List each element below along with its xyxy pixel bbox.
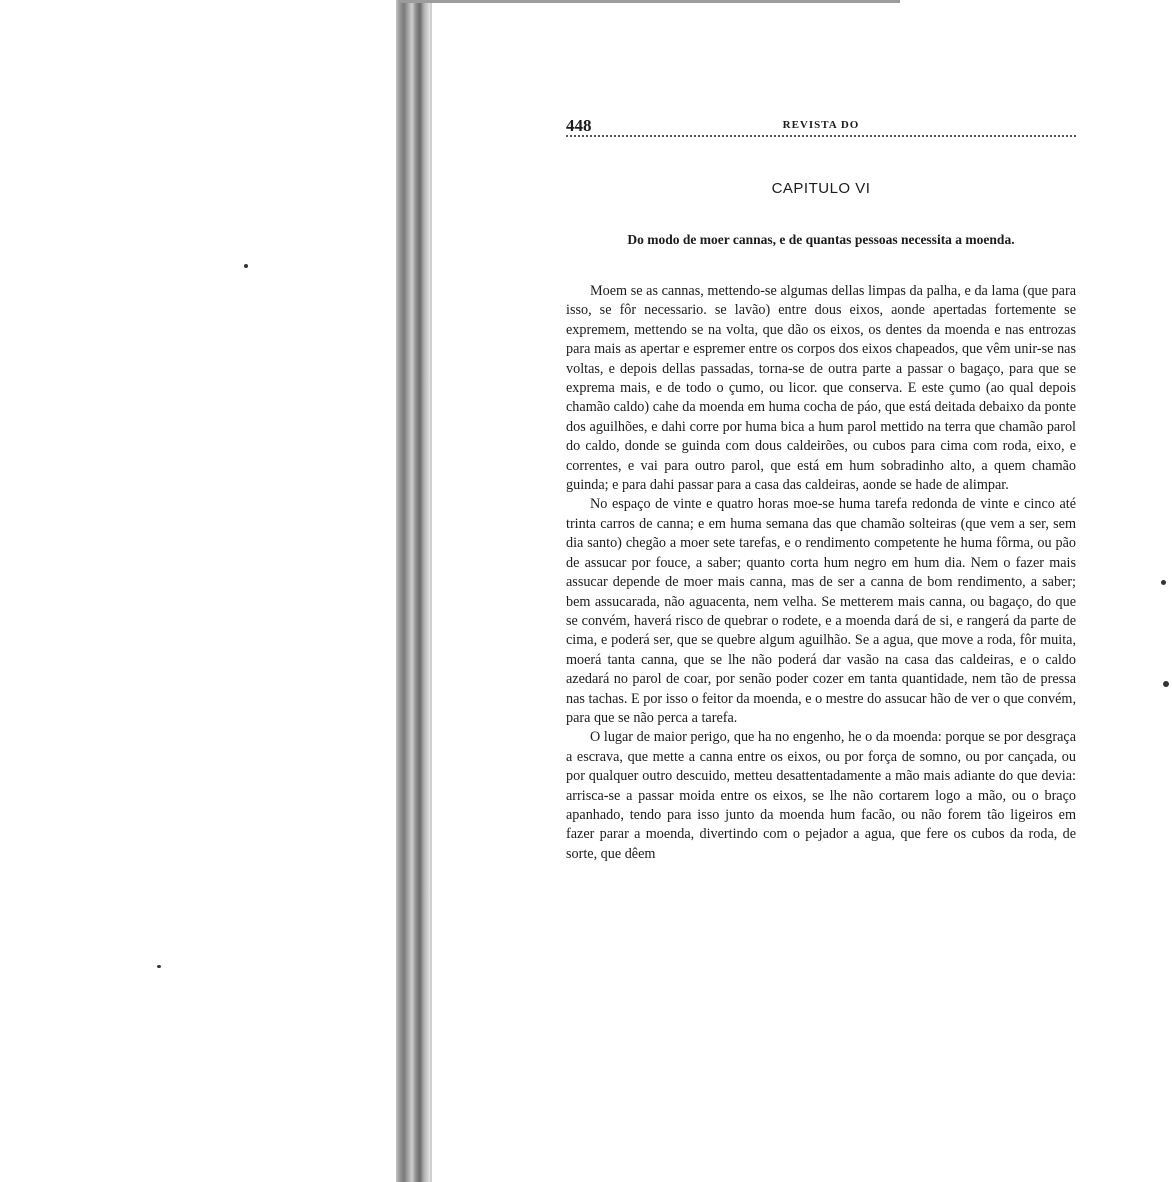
scan-speck — [244, 264, 248, 268]
paragraph: Moem se as cannas, mettendo-se algumas dellas limpas da palha, e da lama (que para isso, se fôr necessario. se lavão) entre dous eixos, aonde apertadas fortemente se expremem, mettendo se na volta, que dão os eixos, os dentes da moenda e nas entrozas para mais as apertar e espremer entre os corpos dos eixos chapeados, que vêm unir-se nas voltas, e depois dellas passadas, torna-se de outra parte a passar o bagaço, para que se exprema mais, e de todo o çumo, ou licor. que conserva. E este çumo (ao qual depois chamão caldo) cahe da moenda em huma cocha de páo, que está deitada debaixo da ponte dos aguilhões, e dahi corre por huma bica a hum parol mettido na terra que chamão parol do caldo, donde se guinda com dous caldeirões, ou cubos para cima com roda, eixo, e correntes, e vai para outro parol, que está em hum sobradinho alto, a quem chamão guinda; e para dahi passar para a casa das caldeiras, aonde se hade de alimpar. — [566, 283, 1076, 494]
paragraph: No espaço de vinte e quatro horas moe-se huma tarefa redonda de vinte e cinco até trinta carros de canna; e em huma semana das que chamão solteiras (que vem a ser, sem dia santo) chegão a moer sete tarefas, e o rendimento competente he huma fôrma, ou pão de assucar por fouce, a saber; quanto corta hum negro em hum dia. Nem o fazer mais assucar depende de moer mais canna, mas de ser a canna de bom rendimento, a saber; bem assucarada, não aguacenta, nem velha. Se metterem mais canna, ou bagaço, do que se convém, haverá risco de quebrar o rodete, e a moenda dará de si, e rangerá da parte de cima, e poderá ser, que se quebre algum aguilhão. Se a agua, que move a roda, fôr muita, moerá tanta canna, que se lhe não poderá dar vasão na casa das caldeiras, e o caldo azedará no parol de coar, por senão poder cozer em tanta quantidade, nem tão de pressa nas tachas. E por isso o feitor da moenda, e o mestre do assucar hão de ver o que convém, para que se não perca a tarefa. — [566, 496, 1076, 726]
section-heading: Do modo de moer cannas, e de quantas pessoas necessita a moenda. — [627, 232, 1015, 247]
running-head: REVISTA DO — [782, 119, 860, 131]
scan-speck — [1161, 580, 1166, 585]
gutter-edge — [430, 0, 432, 1182]
scan-speck — [1163, 681, 1169, 687]
paragraph: O lugar de maior perigo, que ha no engenho, he o da moenda: porque se por desgraça a escrava, que mette a canna entre os eixos, ou por força de somno, ou por cançada, ou por qualquer outro descuido, metteu desattentadamente a mão mais adiante do que devia: arrisca-se a passar moida entre os eixos, se lhe não cortarem logo a mão, ou o braço apanhado, tendo para isso junto da moenda hum facão, ou não forem tão ligeiros em fazer parar a moenda, divertindo com o pejador a agua, que fere os cubos da roda, de sorte, que dêem — [566, 729, 1076, 862]
body-text — [566, 282, 1076, 864]
scan-speck — [157, 965, 161, 968]
page-header — [566, 113, 1076, 137]
book-spine-gutter — [396, 0, 430, 1182]
scan-top-edge — [400, 0, 900, 3]
page-number: 448 — [566, 116, 592, 135]
book-page — [566, 113, 1076, 864]
chapter-title: CAPITULO VI — [771, 180, 871, 197]
